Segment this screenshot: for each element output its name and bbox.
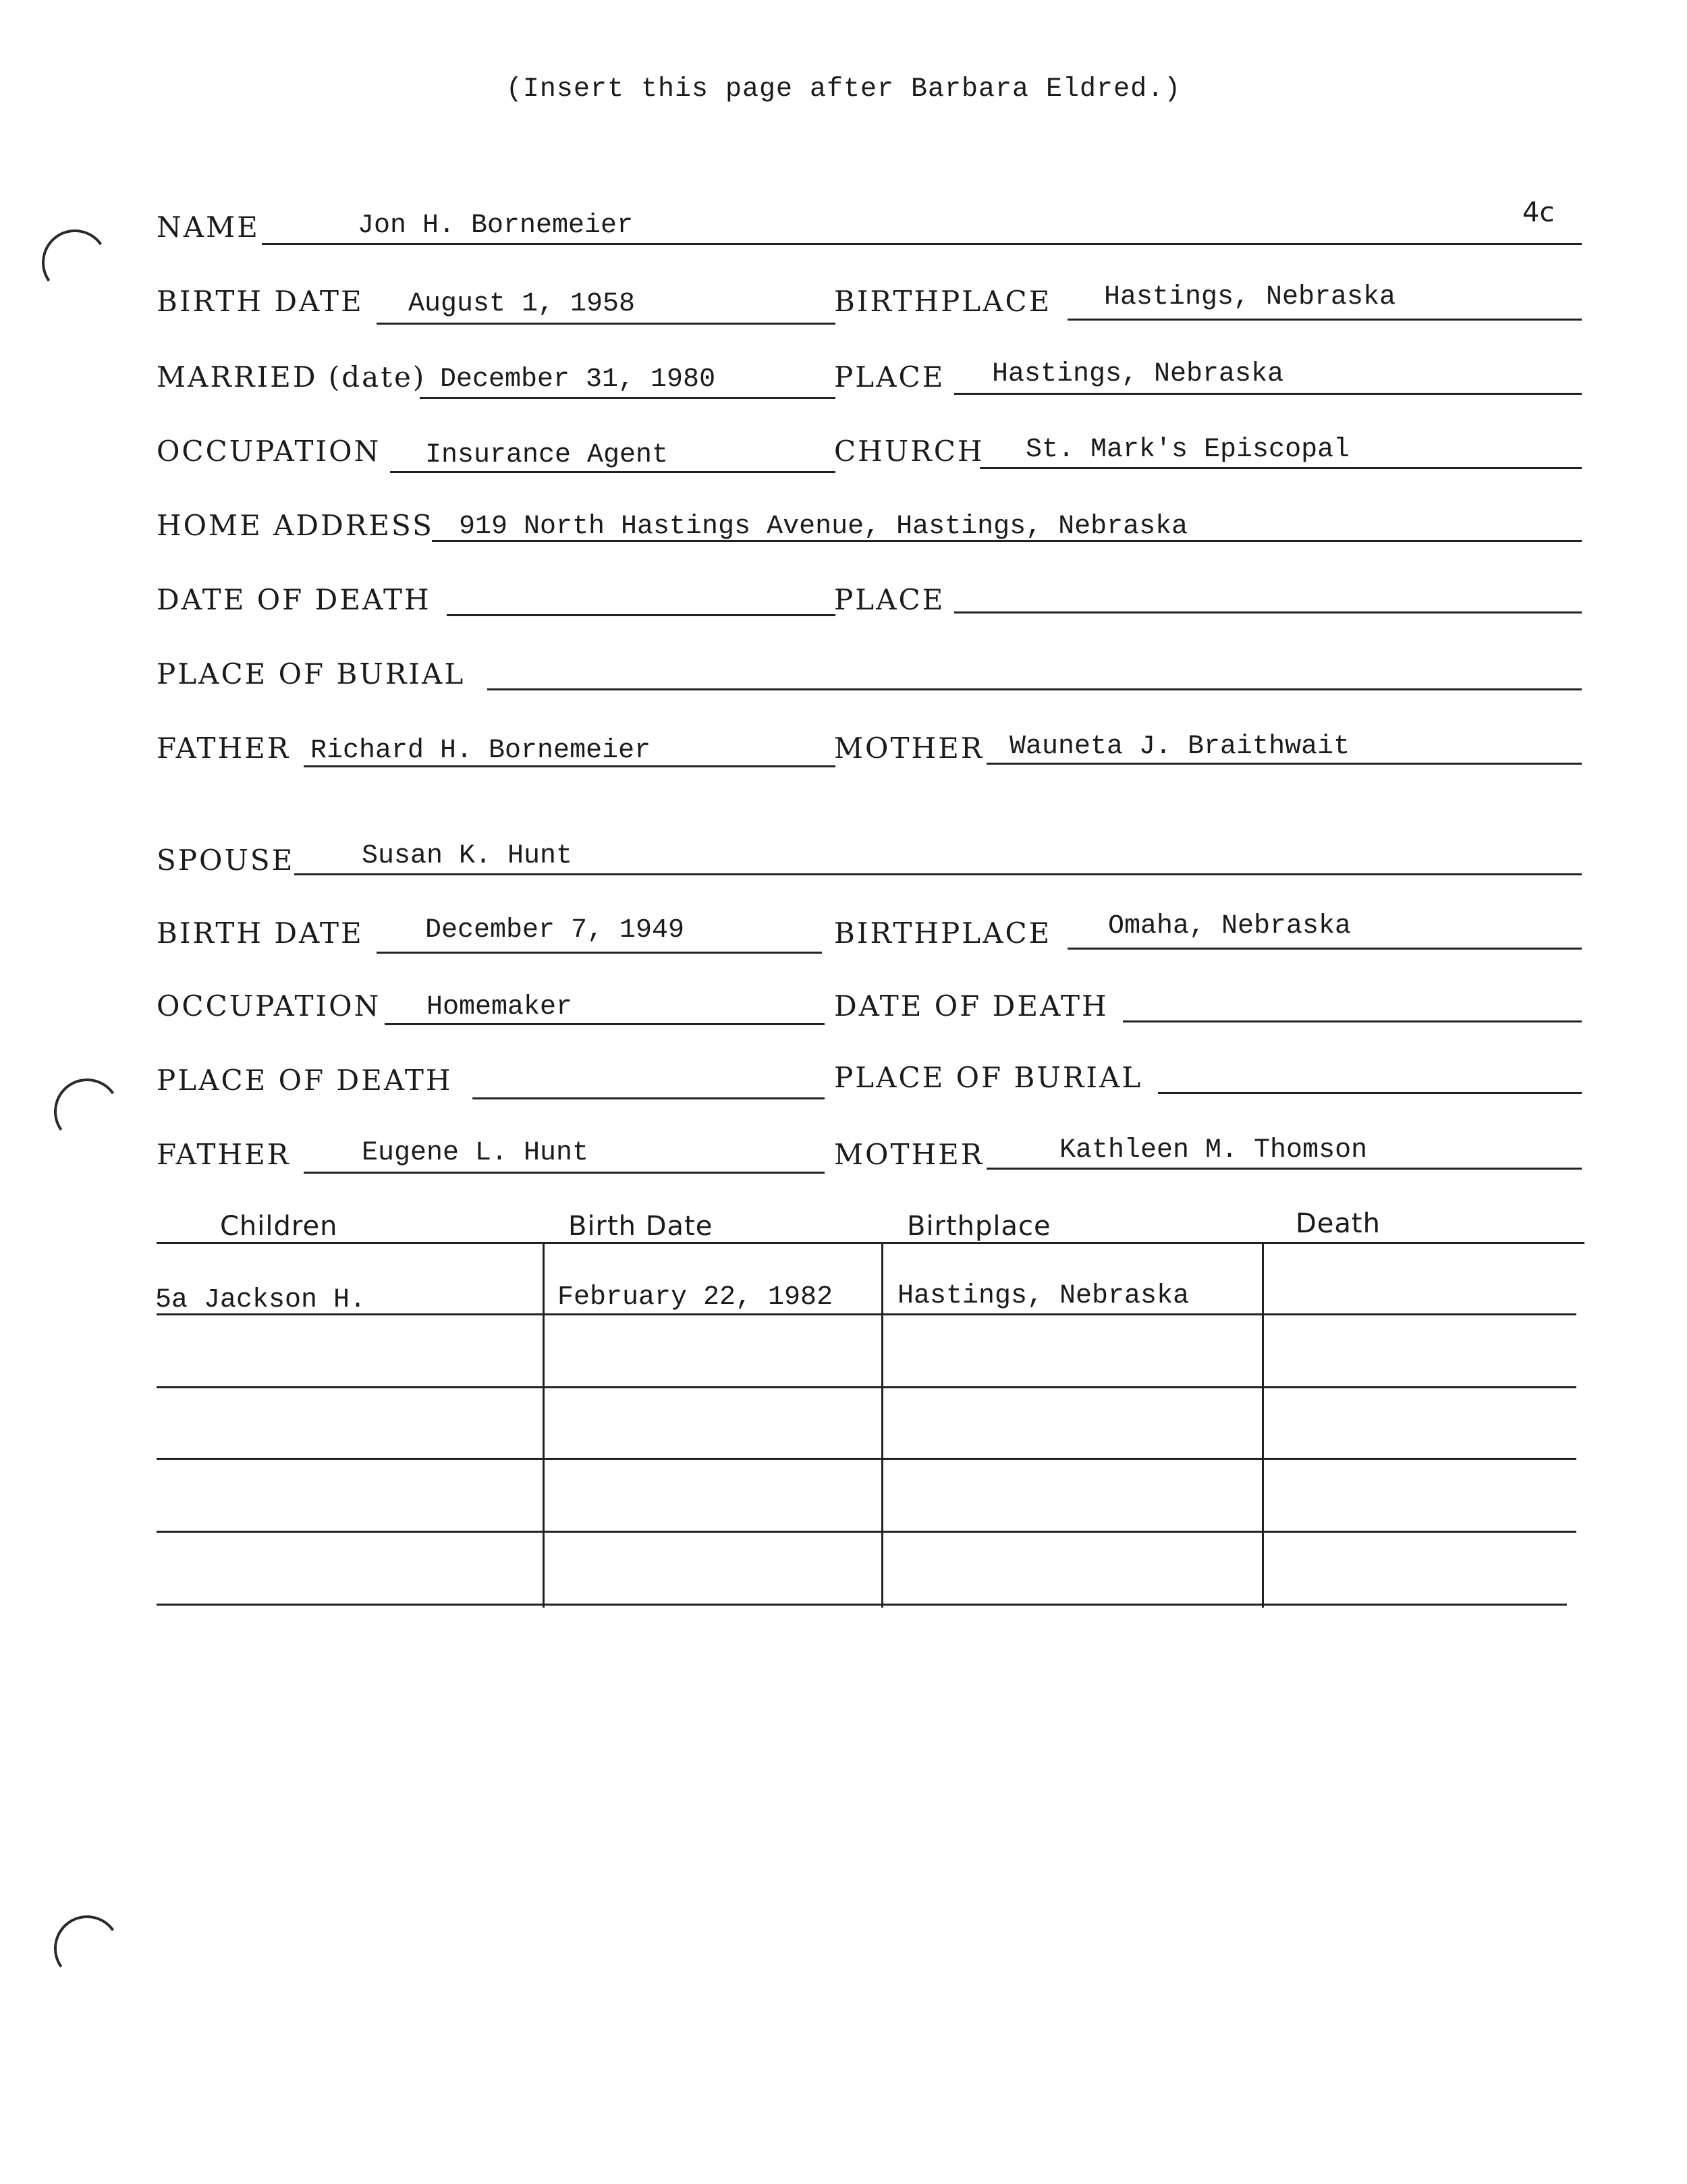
person-father-field[interactable]: Richard H. Bornemeier <box>310 736 651 766</box>
spouse-birthplace-field[interactable]: Omaha, Nebraska <box>1108 911 1352 941</box>
person-mother-field[interactable]: Wauneta J. Braithwait <box>1010 732 1350 762</box>
child-name-cell[interactable]: 5a Jackson H. <box>155 1285 366 1315</box>
spouse-place-of-death-line <box>472 1097 825 1099</box>
death-place-line <box>954 611 1582 613</box>
table-row-line <box>157 1313 1576 1315</box>
person-occupation-field[interactable]: Insurance Agent <box>425 440 669 470</box>
label-name: NAME <box>157 211 260 244</box>
label-spouse-occupation: OCCUPATION <box>157 989 381 1022</box>
binder-hole-middle <box>49 1073 126 1150</box>
mother-line <box>987 763 1582 765</box>
spouse-date-of-death-line <box>1123 1020 1582 1022</box>
label-church: CHURCH <box>834 435 985 468</box>
page-number: 4c <box>1522 197 1555 228</box>
place-of-burial-line <box>487 688 1582 690</box>
label-place-of-burial: PLACE OF BURIAL <box>157 657 466 690</box>
spouse-line <box>294 873 1582 875</box>
label-birth-date: BIRTH DATE <box>157 285 364 318</box>
label-spouse-birth-date: BIRTH DATE <box>157 917 364 950</box>
spouse-birth-date-line <box>377 952 822 954</box>
spouse-occupation-field[interactable]: Homemaker <box>426 992 573 1022</box>
binder-hole-top <box>36 224 113 301</box>
label-spouse-place-of-burial: PLACE OF BURIAL <box>834 1061 1143 1094</box>
label-spouse-birthplace: BIRTHPLACE <box>834 917 1052 950</box>
label-occupation: OCCUPATION <box>157 435 381 468</box>
occupation-line <box>390 471 835 473</box>
label-date-of-death: DATE OF DEATH <box>157 583 431 616</box>
spouse-mother-field[interactable]: Kathleen M. Thomson <box>1059 1135 1368 1166</box>
spouse-occupation-line <box>385 1023 825 1025</box>
church-line <box>980 467 1582 469</box>
person-name-field[interactable]: Jon H. Bornemeier <box>358 211 634 241</box>
label-death-place: PLACE <box>834 583 945 616</box>
table-row-line <box>157 1604 1567 1606</box>
col-header-death: Death <box>1296 1208 1381 1239</box>
table-row-line <box>157 1531 1576 1533</box>
page-note: (Insert this page after Barbara Eldred.) <box>505 74 1182 105</box>
label-married: MARRIED (date) <box>157 360 426 393</box>
person-married-date-field[interactable]: December 31, 1980 <box>440 364 716 395</box>
table-row-line <box>157 1458 1576 1460</box>
birth-date-line <box>377 323 835 325</box>
spouse-father-line <box>304 1172 825 1174</box>
spouse-birthplace-line <box>1068 948 1582 950</box>
label-spouse-place-of-death: PLACE OF DEATH <box>157 1064 453 1097</box>
spouse-mother-line <box>987 1168 1582 1170</box>
table-column-divider <box>881 1242 883 1608</box>
person-birth-date-field[interactable]: August 1, 1958 <box>408 289 636 319</box>
birthplace-line <box>1068 319 1582 321</box>
label-married-place: PLACE <box>834 360 945 393</box>
date-of-death-line <box>447 614 835 616</box>
col-header-birthplace: Birthplace <box>907 1211 1051 1242</box>
spouse-father-field[interactable]: Eugene L. Hunt <box>362 1138 589 1168</box>
col-header-children: Children <box>220 1211 338 1242</box>
table-header-line <box>157 1242 1584 1244</box>
label-spouse-father: FATHER <box>157 1138 291 1171</box>
label-spouse-mother: MOTHER <box>834 1138 985 1171</box>
spouse-place-of-burial-line <box>1158 1092 1582 1094</box>
person-home-address-field[interactable]: 919 North Hastings Avenue, Hastings, Nebraska <box>459 512 1188 542</box>
married-line <box>420 397 835 399</box>
label-birthplace: BIRTHPLACE <box>834 285 1052 318</box>
label-father: FATHER <box>157 732 291 765</box>
child-birth-date-cell[interactable]: February 22, 1982 <box>557 1282 833 1313</box>
spouse-birth-date-field[interactable]: December 7, 1949 <box>425 915 685 946</box>
person-married-place-field[interactable]: Hastings, Nebraska <box>992 359 1284 389</box>
label-mother: MOTHER <box>834 732 985 765</box>
binder-hole-bottom <box>49 1910 126 1987</box>
person-church-field[interactable]: St. Mark's Episcopal <box>1026 435 1350 465</box>
table-row-line <box>157 1386 1576 1388</box>
label-spouse-date-of-death: DATE OF DEATH <box>834 989 1109 1022</box>
col-header-birth-date: Birth Date <box>568 1211 713 1242</box>
spouse-name-field[interactable]: Susan K. Hunt <box>362 841 573 871</box>
married-place-line <box>954 393 1582 395</box>
label-home-address: HOME ADDRESS <box>157 509 434 542</box>
person-birthplace-field[interactable]: Hastings, Nebraska <box>1104 282 1396 312</box>
table-column-divider <box>543 1242 545 1608</box>
label-spouse: SPOUSE <box>157 844 295 877</box>
table-column-divider <box>1262 1242 1264 1608</box>
name-line <box>262 243 1582 245</box>
child-birthplace-cell[interactable]: Hastings, Nebraska <box>897 1281 1190 1311</box>
